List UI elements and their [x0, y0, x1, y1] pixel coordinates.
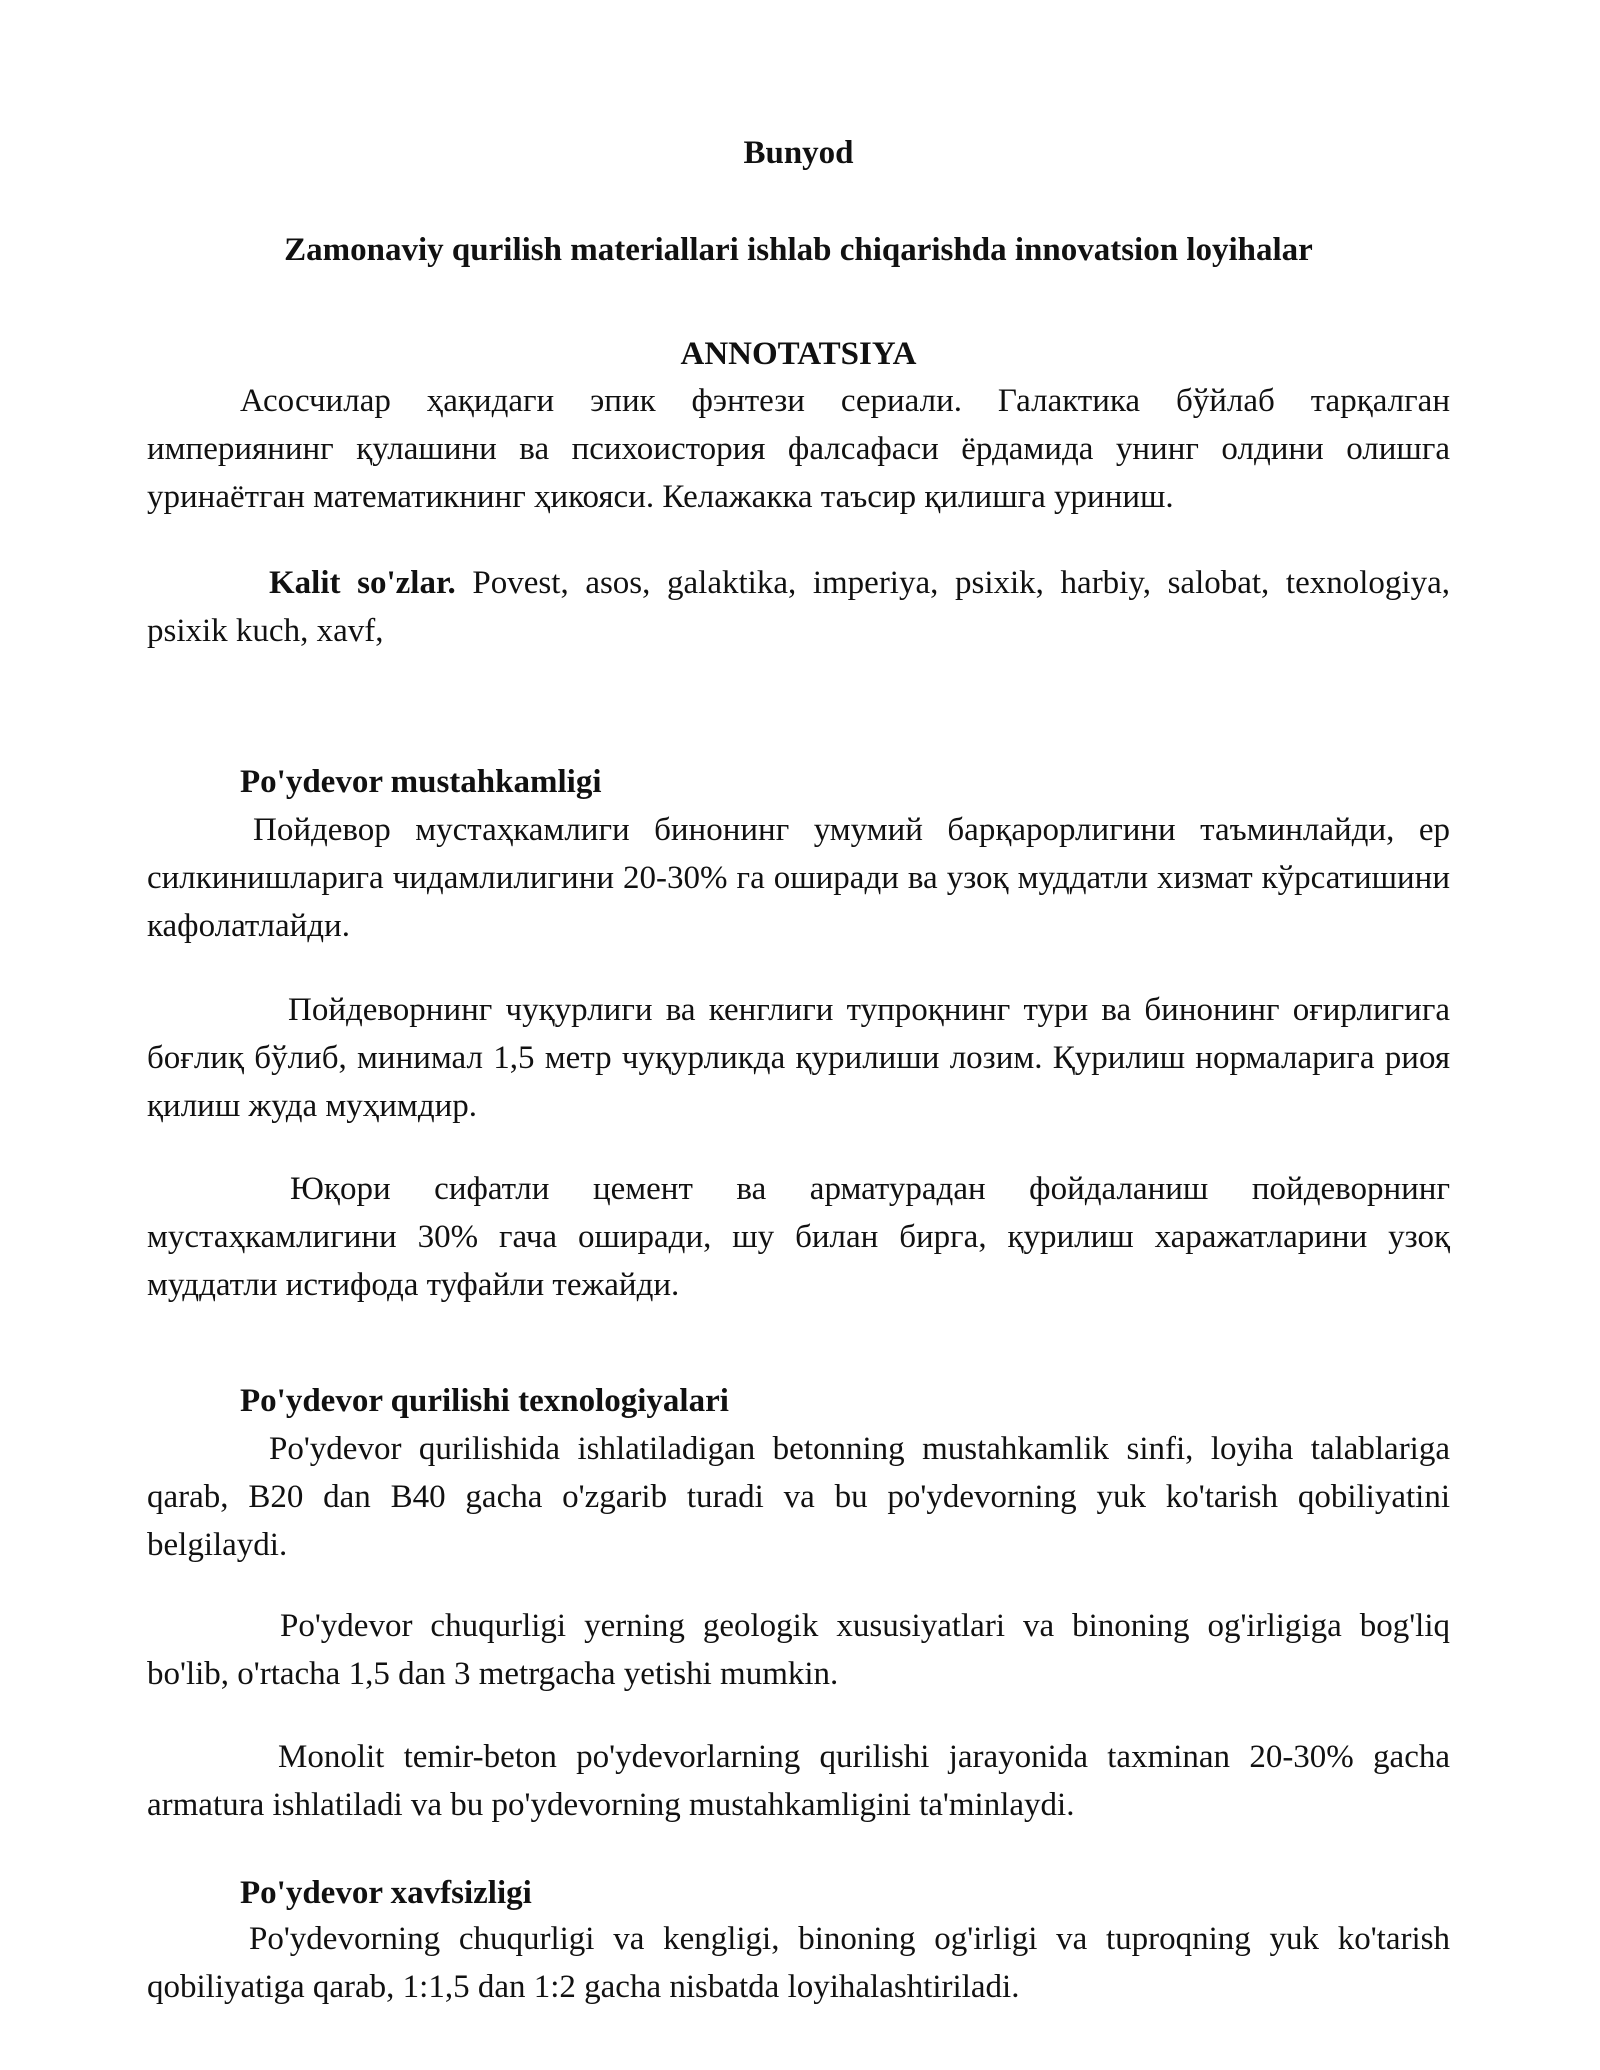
section1-paragraph-2: Пойдеворнинг чуқурлиги ва кенглиги тупроқнинг тури ва бинонинг оғирлигига боғлиқ бўлиб, минимал 1,5 метр чуқурликда қурилиши лозим. Қурилиш нормаларига риоя қилиш жуда муҳимдир.	[147, 992, 1450, 1124]
section-heading-foundation-safety: Po'ydevor xavfsizligi	[240, 1875, 532, 1911]
section1-paragraph-3: Юқори сифатли цемент ва арматурадан фойдаланиш пойдеворнинг мустаҳкамлигини 30% гача оширади, шу билан бирга, қурилиш харажатларини узоқ муддатли истифода туфайли тежайди.	[147, 1171, 1450, 1303]
document-title: Zamonaviy qurilish materiallari ishlab chiqarishda innovatsion loyihalar	[284, 232, 1313, 268]
keywords-label: Kalit so'zlar.	[269, 565, 456, 601]
annotation-heading: ANNOTATSIYA	[680, 336, 917, 372]
section2-paragraph-2: Po'ydevor chuqurligi yerning geologik xususiyatlari va binoning og'irligiga bog'liq bo'lib, o'rtacha 1,5 dan 3 metrgacha yetishi mumkin.	[147, 1608, 1450, 1692]
keywords-paragraph	[147, 559, 1450, 655]
annotation-paragraph: Асосчилар ҳақидаги эпик фэнтези сериали. Галактика бўйлаб тарқалган империянинг қулашини ва психоистория фалсафаси ёрдамида унинг олдини олишга уринаётган математикнинг ҳикояси. Келажакка таъсир қилишга уриниш.	[147, 383, 1450, 515]
section2-paragraph-3: Monolit temir-beton po'ydevorlarning qurilishi jarayonida taxminan 20-30% gacha armatura ishlatiladi va bu po'ydevorning mustahkamligini ta'minlaydi.	[147, 1739, 1450, 1823]
section2-paragraph-1: Po'ydevor qurilishida ishlatiladigan betonning mustahkamlik sinfi, loyiha talablariga qarab, B20 dan B40 gacha o'zgarib turadi va bu po'ydevorning yuk ko'tarish qobiliyatini belgilaydi.	[147, 1431, 1450, 1563]
section3-paragraph-1: Po'ydevorning chuqurligi va kengligi, binoning og'irligi va tuproqning yuk ko'tarish qobiliyatiga qarab, 1:1,5 dan 1:2 gacha nisbatda loyihalashtiriladi.	[147, 1921, 1450, 2005]
keywords-list: Povest, asos, galaktika, imperiya, psixik, harbiy, salobat, texnologiya, psixik kuch, xavf,	[147, 565, 1450, 649]
section1-paragraph-1: Пойдевор мустаҳкамлиги бинонинг умумий барқарорлигини таъминлайди, ер силкинишларига чидамлилигини 20-30% га оширади ва узоқ муддатли хизмат кўрсатишини кафолатлайди.	[147, 812, 1450, 944]
section-heading-foundation-technologies: Po'ydevor qurilishi texnologiyalari	[240, 1383, 729, 1419]
author-name: Bunyod	[743, 135, 854, 171]
section-heading-foundation-strength: Po'ydevor mustahkamligi	[240, 764, 602, 800]
